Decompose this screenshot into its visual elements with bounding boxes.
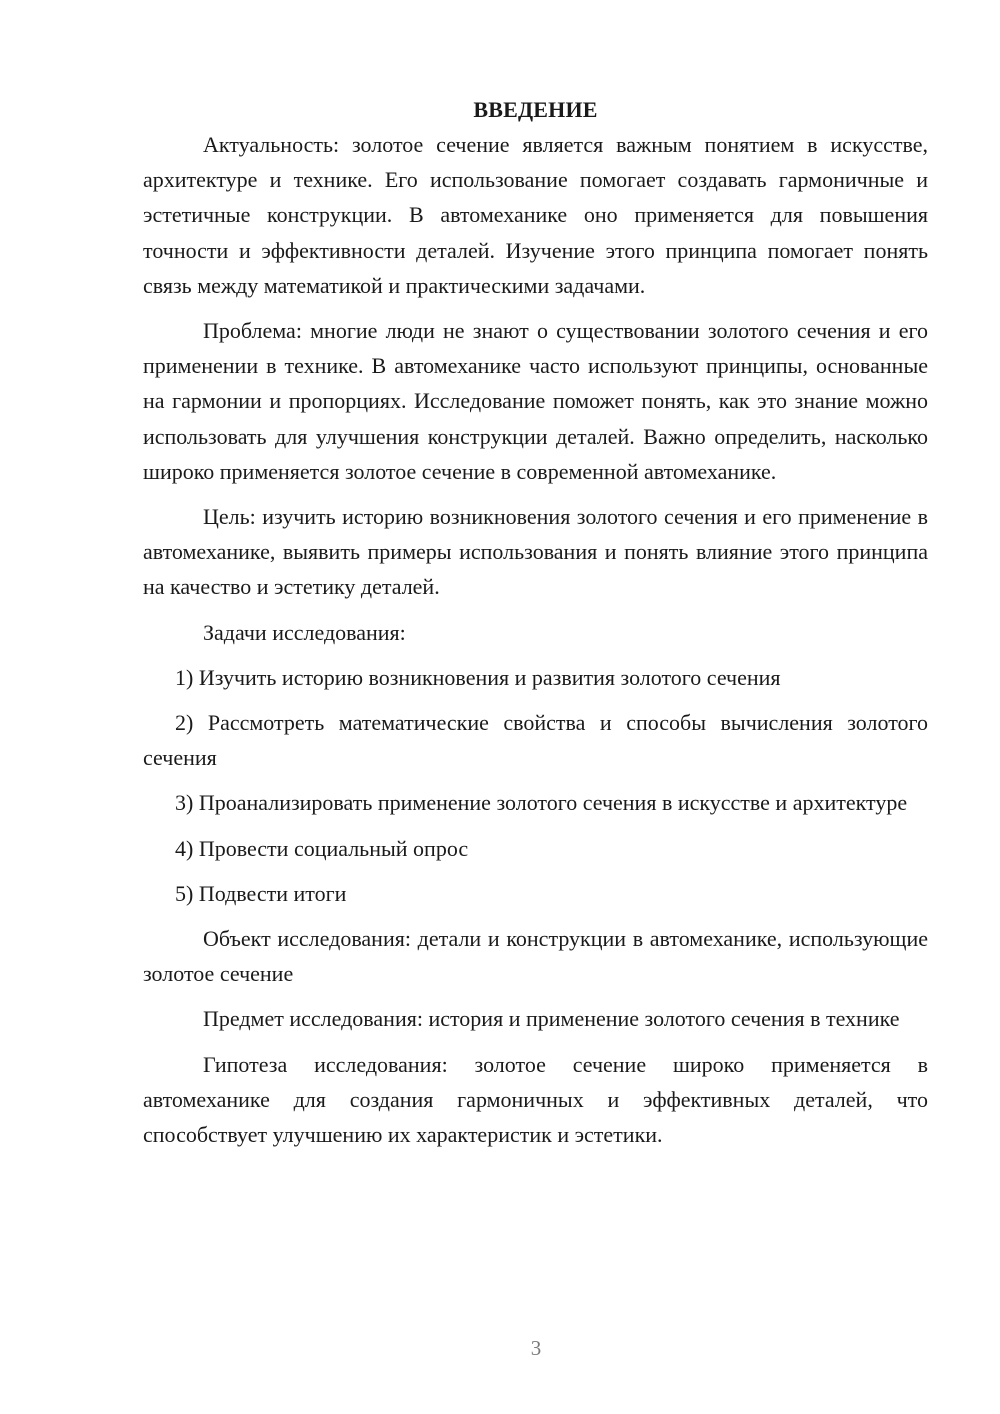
paragraph-relevance: Актуальность: золотое сечение является важным понятием в искусстве, архитектуре и технике. Его использование помогает создавать гармоничные и эстетичные конструкции. В автомеханике оно применяется для повышения точности и эффективности деталей. Изучение этого принципа помогает понять связь между математикой и практическими задачами. (143, 132, 928, 298)
task-item-3: 3) Проанализировать применение золотого сечения в искусстве и архитектуре (175, 790, 908, 816)
task-item-1: 1) Изучить историю возникновения и развития золотого сечения (175, 664, 781, 690)
page-content (143, 92, 928, 1162)
paragraph-problem: Проблема: многие люди не знают о существовании золотого сечения и его применении в технике. В автомеханике часто используют принципы, основанные на гармонии и пропорциях. Исследование поможет понять, как это знание можно использовать для улучшения конструкции деталей. Важно определить, насколько широко применяется золотое сечение в современной автомеханике. (143, 318, 928, 484)
tasks-heading: Задачи исследования: (203, 619, 406, 645)
page-title: ВВЕДЕНИЕ (473, 97, 598, 122)
paragraph-subject: Предмет исследования: история и применение золотого сечения в технике (203, 1006, 900, 1032)
task-item-5: 5) Подвести итоги (175, 880, 347, 906)
paragraph-goal: Цель: изучить историю возникновения золотого сечения и его применение в автомеханике, выявить примеры использования и понять влияние этого принципа на качество и эстетику деталей. (143, 504, 928, 600)
paragraph-object: Объект исследования: детали и конструкции в автомеханике, использующие золотое сечение (143, 926, 928, 987)
page-number: 3 (530, 1336, 542, 1360)
task-item-4: 4) Провести социальный опрос (175, 835, 469, 861)
task-item-2: 2) Рассмотреть математические свойства и способы вычисления золотого сечения (143, 710, 928, 771)
paragraph-hypothesis: Гипотеза исследования: золотое сечение широко применяется в автомеханике для создания гармоничных и эффективных деталей, что способствует улучшению их характеристик и эстетики. (143, 1051, 928, 1148)
